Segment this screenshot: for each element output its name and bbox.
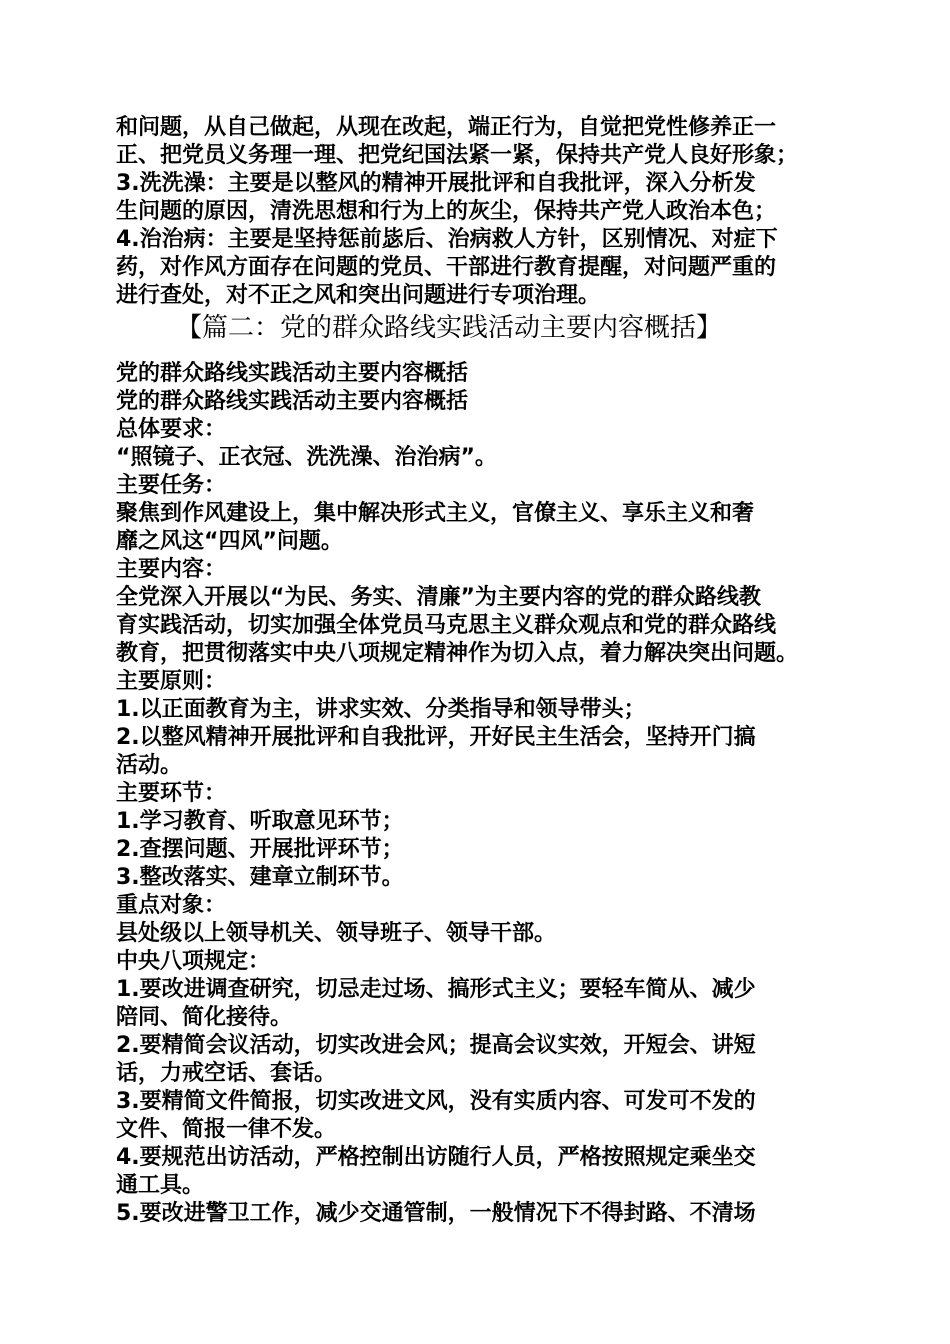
body-line: 教育，把贯彻落实中央八项规定精神作为切入点，着力解决突出问题。 bbox=[116, 641, 799, 666]
body-line: 全党深入开展以“为民、务实、清廉”为主要内容的党的群众路线教 bbox=[116, 585, 761, 610]
body-line: 通工具。 bbox=[116, 1173, 205, 1198]
intro-line: 正、把党员义务理一理、把党纪国法紧一紧，保持共产党人良好形象； bbox=[116, 143, 799, 168]
body-line: 活动。 bbox=[116, 753, 183, 778]
body-line: 主要原则： bbox=[116, 669, 227, 694]
body-line: 县处级以上领导机关、领导班子、领导干部。 bbox=[116, 921, 557, 946]
body-line: 主要环节： bbox=[116, 781, 227, 806]
section-title: 【篇二：党的群众路线实践活动主要内容概括】 bbox=[176, 313, 723, 343]
body-line: 3.要精简文件简报，切实改进文风，没有实质内容、可发可不发的 bbox=[116, 1089, 756, 1114]
intro-line: 药，对作风方面存在问题的党员、干部进行教育提醒，对问题严重的 bbox=[116, 255, 777, 280]
intro-line: 3.洗洗澡：主要是以整风的精神开展批评和自我批评，深入分析发 bbox=[116, 171, 756, 196]
body-line: 主要任务： bbox=[116, 473, 227, 498]
body-line: 育实践活动，切实加强全体党员马克思主义群众观点和党的群众路线 bbox=[116, 613, 777, 638]
body-line: 话，力戒空话、套话。 bbox=[116, 1061, 337, 1086]
body-line: 重点对象： bbox=[116, 893, 227, 918]
intro-line: 生问题的原因，清洗思想和行为上的灰尘，保持共产党人政治本色； bbox=[116, 199, 777, 224]
body-line: 1.学习教育、听取意见环节； bbox=[116, 809, 404, 834]
body-line: 4.要规范出访活动，严格控制出访随行人员，严格按照规定乘坐交 bbox=[116, 1145, 756, 1170]
body-line: 1.要改进调查研究，切忌走过场、搞形式主义；要轻车简从、减少 bbox=[116, 977, 756, 1002]
body-line: 靡之风这“四风”问题。 bbox=[116, 529, 343, 554]
body-line: “照镜子、正衣冠、洗洗澡、治治病”。 bbox=[116, 445, 497, 470]
body-line: 3.整改落实、建章立制环节。 bbox=[116, 865, 404, 890]
body-line: 总体要求： bbox=[116, 417, 227, 442]
intro-line: 进行查处，对不正之风和突出问题进行专项治理。 bbox=[116, 283, 601, 308]
body-line: 文件、简报一律不发。 bbox=[116, 1117, 337, 1142]
body-line: 2.查摆问题、开展批评环节； bbox=[116, 837, 404, 862]
body-line: 党的群众路线实践活动主要内容概括 bbox=[116, 389, 469, 414]
body-line: 中央八项规定： bbox=[116, 949, 271, 974]
intro-line: 和问题，从自己做起，从现在改起，端正行为，自觉把党性修养正一 bbox=[116, 115, 777, 140]
body-line: 2.要精简会议活动，切实改进会风；提高会议实效，开短会、讲短 bbox=[116, 1033, 756, 1058]
body-line: 1.以正面教育为主，讲求实效、分类指导和领导带头； bbox=[116, 697, 646, 722]
body-line: 聚焦到作风建设上，集中解决形式主义，官僚主义、享乐主义和奢 bbox=[116, 501, 755, 526]
body-line: 2.以整风精神开展批评和自我批评，开好民主生活会，坚持开门搞 bbox=[116, 725, 756, 750]
intro-line: 4.治治病：主要是坚持惩前毖后、治病救人方针，区别情况、对症下 bbox=[116, 227, 778, 252]
body-line: 陪同、简化接待。 bbox=[116, 1005, 293, 1030]
body-line: 主要内容： bbox=[116, 557, 227, 582]
body-line: 党的群众路线实践活动主要内容概括 bbox=[116, 361, 469, 386]
body-line: 5.要改进警卫工作，减少交通管制，一般情况下不得封路、不清场 bbox=[116, 1201, 756, 1226]
